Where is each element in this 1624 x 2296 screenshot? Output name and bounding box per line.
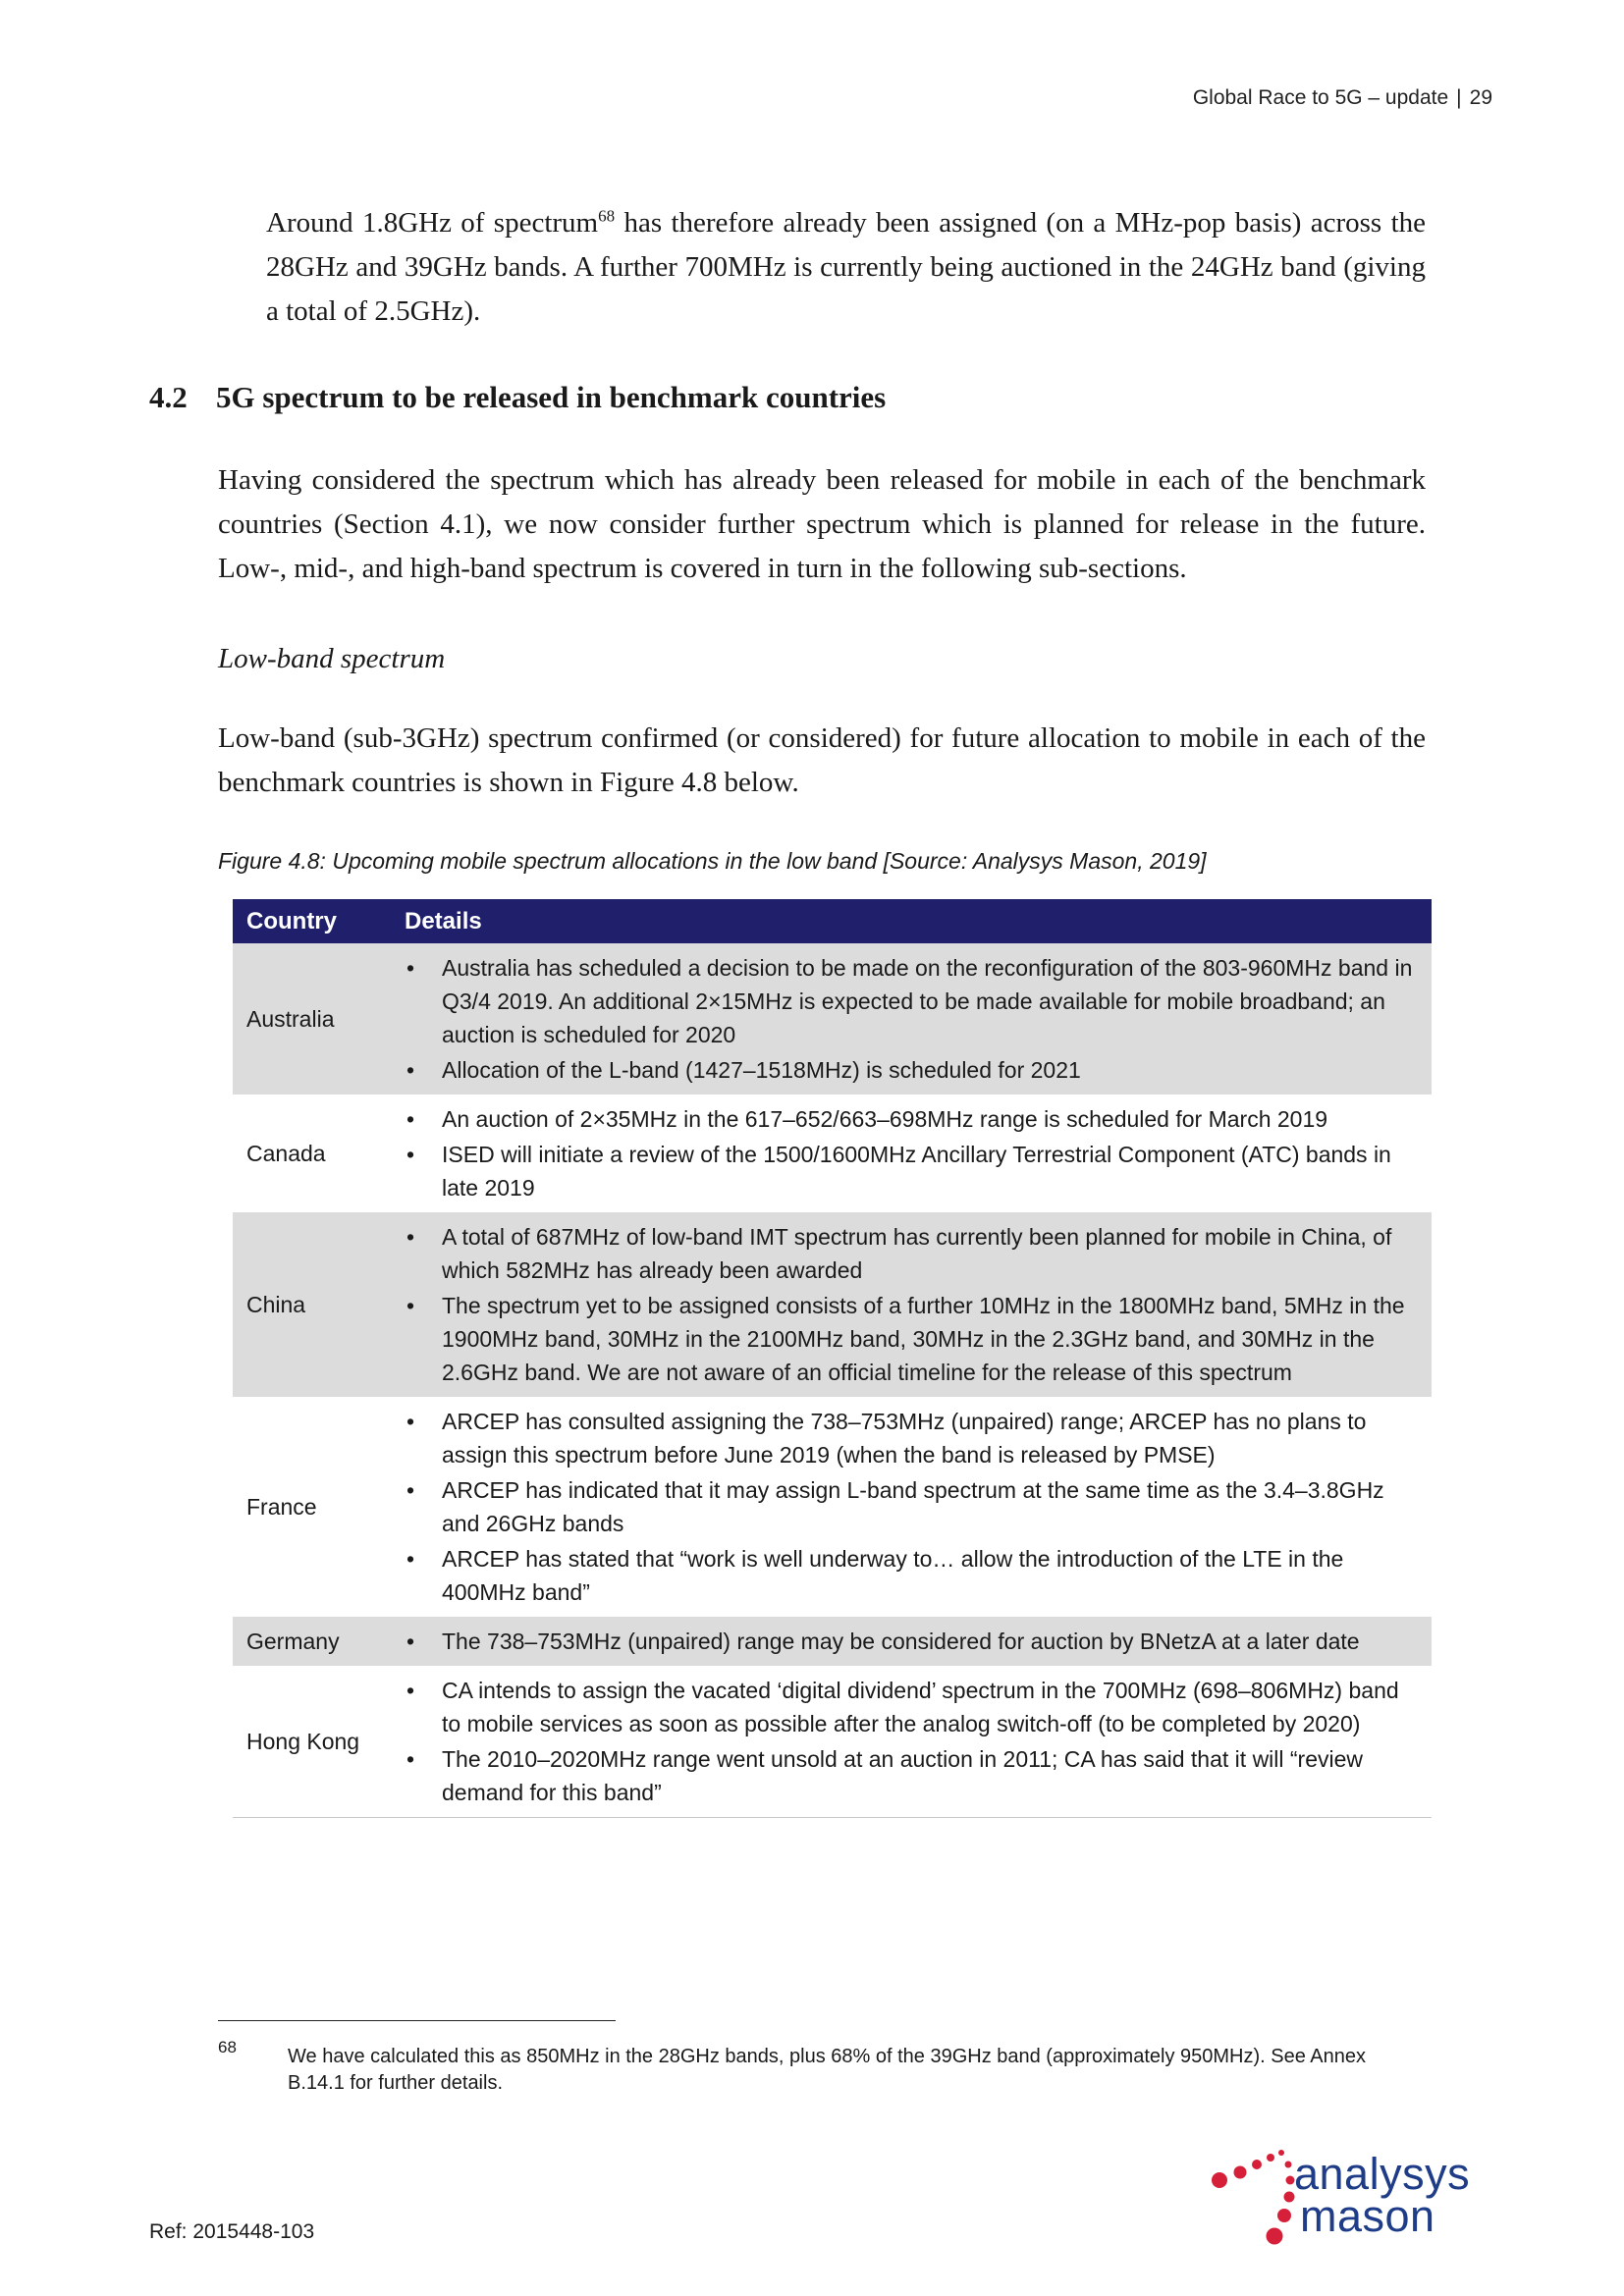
detail-bullet: • ISED will initiate a review of the 1500/1600MHz Ancillary Terrestrial Component (ATC) bands in late 2019	[405, 1138, 1418, 1204]
header-title: Global Race to 5G – update	[1192, 86, 1449, 109]
intro-paragraph: Around 1.8GHz of spectrum$^{68}$ has therefore already been assigned (on a MHz-pop basis) across the 28GHz and 39GHz bands. A further 700MHz is currently being auctioned in the 24GHz band (giving a total of 2.5GHz).	[266, 206, 1426, 327]
spectrum-table	[233, 899, 1432, 1818]
section-number: 4.2	[149, 380, 188, 414]
country-cell: China	[233, 1212, 391, 1397]
footnote-number: 68	[218, 2038, 237, 2056]
detail-bullet: • Allocation of the L-band (1427–1518MHz) is scheduled for 2021	[405, 1053, 1418, 1087]
details-list	[405, 1102, 1418, 1204]
details-list	[405, 1674, 1418, 1809]
page-number: 29	[1469, 86, 1492, 109]
details-list	[405, 951, 1418, 1087]
table-row	[233, 943, 1432, 1095]
logo-line-2: mason	[1300, 2191, 1435, 2241]
detail-bullet: • An auction of 2×35MHz in the 617–652/663–698MHz range is scheduled for March 2019	[405, 1102, 1418, 1136]
details-cell	[391, 1397, 1432, 1617]
details-list	[405, 1220, 1418, 1389]
details-cell	[391, 1617, 1432, 1666]
detail-bullet: • Australia has scheduled a decision to be made on the reconfiguration of the 803-960MHz band in Q3/4 2019. An additional 2×15MHz is expected to be made available for mobile broadband; an auction is scheduled for 2020	[405, 951, 1418, 1051]
details-cell	[391, 943, 1432, 1095]
details-cell	[391, 1212, 1432, 1397]
country-cell: Canada	[233, 1095, 391, 1212]
table-row	[233, 1095, 1432, 1212]
detail-bullet: • A total of 687MHz of low-band IMT spectrum has currently been planned for mobile in China, of which 582MHz has already been awarded	[405, 1220, 1418, 1287]
section-heading	[149, 380, 886, 415]
footnote-ref[interactable]: 68	[598, 206, 616, 226]
document-reference: Ref: 2015448-103	[149, 2220, 315, 2243]
logo-wordmark	[1294, 2149, 1471, 2241]
subheading: Low-band spectrum	[218, 643, 446, 674]
section-title: 5G spectrum to be released in benchmark countries	[216, 380, 887, 414]
detail-bullet: • ARCEP has consulted assigning the 738–753MHz (unpaired) range; ARCEP has no plans to assign this spectrum before June 2019 (when the band is released by PMSE)	[405, 1405, 1418, 1471]
header-separator: |	[1456, 86, 1462, 109]
header-country: Country	[233, 899, 391, 943]
details-cell	[391, 1666, 1432, 1818]
detail-bullet: • The 738–753MHz (unpaired) range may be considered for auction by BNetzA at a later date	[405, 1625, 1418, 1658]
logo-line-1: analysys	[1294, 2149, 1471, 2199]
figure-caption: Figure 4.8: Upcoming mobile spectrum allocations in the low band [Source: Analysys Mason, 2019]	[218, 848, 1207, 874]
table-header-row	[233, 899, 1432, 943]
table-row	[233, 1617, 1432, 1666]
detail-bullet: • CA intends to assign the vacated ‘digital dividend’ spectrum in the 700MHz (698–806MHz) band to mobile services as soon as possible after the analog switch-off (to be completed by 2020)	[405, 1674, 1418, 1740]
table-row	[233, 1212, 1432, 1397]
running-header	[1193, 86, 1492, 110]
table-row	[233, 1397, 1432, 1617]
detail-bullet: • ARCEP has stated that “work is well underway to… allow the introduction of the LTE in the 400MHz band”	[405, 1542, 1418, 1609]
section-paragraph: Having considered the spectrum which has already been released for mobile in each of the benchmark countries (Section 4.1), we now consider further spectrum which is planned for release in the future. Low-, mid-, and high-band spectrum is covered in turn in the following sub-sections.	[218, 464, 1426, 584]
detail-bullet: • ARCEP has indicated that it may assign L-band spectrum at the same time as the 3.4–3.8GHz and 26GHz bands	[405, 1473, 1418, 1540]
details-cell	[391, 1095, 1432, 1212]
country-cell: Australia	[233, 943, 391, 1095]
low-band-paragraph: Low-band (sub-3GHz) spectrum confirmed (or considered) for future allocation to mobile in each of the benchmark countries is shown in Figure 4.8 below.	[218, 722, 1426, 798]
detail-bullet: • The 2010–2020MHz range went unsold at an auction in 2011; CA has said that it will “review demand for this band”	[405, 1742, 1418, 1809]
details-list	[405, 1625, 1418, 1658]
country-cell: Germany	[233, 1617, 391, 1666]
footnote-rule	[218, 2020, 616, 2021]
country-cell: France	[233, 1397, 391, 1617]
detail-bullet: • The spectrum yet to be assigned consists of a further 10MHz in the 1800MHz band, 5MHz in the 1900MHz band, 30MHz in the 2100MHz band, 30MHz in the 2.3GHz band, and 30MHz in the 2.6GHz band. We are not aware of an official timeline for the release of this spectrum	[405, 1289, 1418, 1389]
details-list	[405, 1405, 1418, 1609]
header-details: Details	[391, 899, 1432, 943]
table-row	[233, 1666, 1432, 1818]
country-cell: Hong Kong	[233, 1666, 391, 1818]
logo-dots-icon	[1212, 2150, 1295, 2245]
footnote-text: We have calculated this as 850MHz in the 28GHz bands, plus 68% of the 39GHz band (approximately 950MHz). See Annex B.14.1 for further details.	[288, 2046, 1367, 2094]
